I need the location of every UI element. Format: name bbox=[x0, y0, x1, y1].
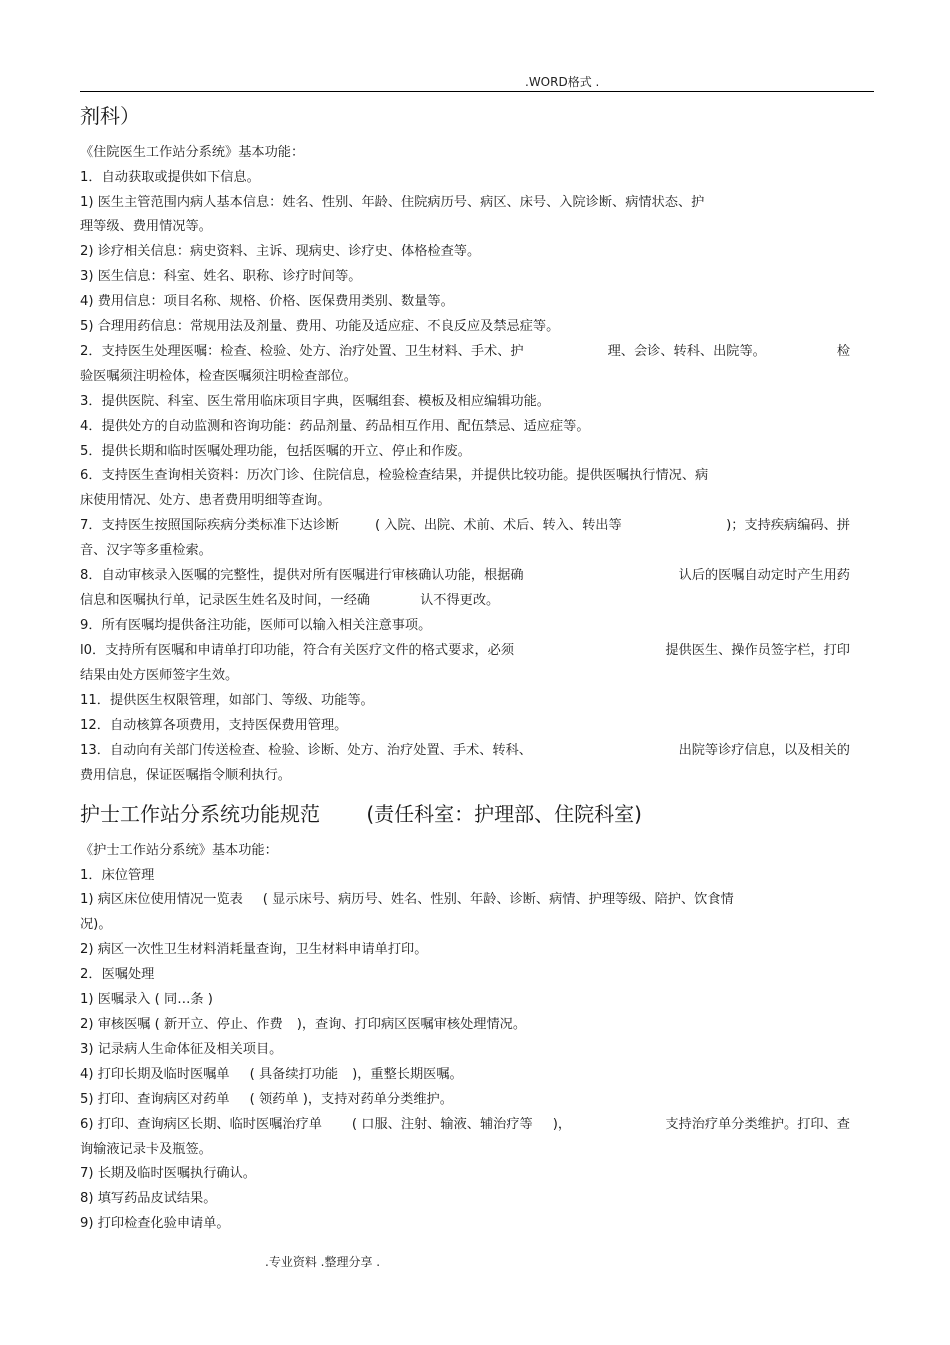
text-line-row bbox=[80, 892, 820, 908]
item-13-part-a: 13．自动向有关部门传送检查、检验、诊断、处方、治疗处置、手术、转科、 bbox=[80, 743, 532, 758]
item-12: 12．自动核算各项费用，支持医保费用管理。 bbox=[80, 718, 348, 733]
text-line: 3) 记录病人生命体征及相关项目。 bbox=[80, 1042, 283, 1057]
text-line: 1) 医生主管范围内病人基本信息：姓名、性别、年龄、住院病历号、病区、床号、入院诊断、病情状态、护 bbox=[80, 195, 705, 210]
item-10-row bbox=[80, 643, 850, 659]
text-line-row bbox=[80, 1092, 850, 1108]
text-line-row bbox=[80, 1067, 850, 1083]
text-line-row bbox=[80, 1117, 850, 1133]
header-rule bbox=[80, 91, 874, 92]
item-10-part-b: 提供医生、操作员签字栏，打印 bbox=[665, 643, 850, 658]
text-part: 支持治疗单分类维护。打印、查 bbox=[665, 1117, 850, 1132]
item-2-continuation: 验医嘱须注明检体，检查医嘱须注明检查部位。 bbox=[80, 369, 357, 384]
text-line: 询输液记录卡及瓶签。 bbox=[80, 1142, 212, 1157]
item-7-row bbox=[80, 518, 850, 534]
text-part: 6) 打印、查询病区长期、临时医嘱治疗单 bbox=[80, 1117, 322, 1132]
item-11: 11．提供医生权限管理，如部门、等级、功能等。 bbox=[80, 693, 374, 708]
section-2-title: 护士工作站分系统功能规范 bbox=[80, 802, 320, 826]
text-part: 2) 审核医嘱 ( 新开立、停止、作费 bbox=[80, 1017, 283, 1032]
item-7-continuation: 音、汉字等多重检索。 bbox=[80, 543, 212, 558]
text-part: ( 领药单 )，支持对药单分类维护。 bbox=[249, 1092, 453, 1107]
item-8-row bbox=[80, 568, 850, 584]
section-heading-continuation: 剂科） bbox=[80, 104, 140, 128]
text-line: 2) 诊疗相关信息：病史资料、主诉、现病史、诊疗史、体格检查等。 bbox=[80, 244, 481, 259]
text-part: ( 口服、注射、输液、辅治疗等 bbox=[351, 1117, 533, 1132]
item-9: 9．所有医嘱均提供备注功能，医师可以输入相关注意事项。 bbox=[80, 618, 432, 633]
text-line: 3) 医生信息：科室、姓名、职称、诊疗时间等。 bbox=[80, 269, 362, 284]
item-2-row bbox=[80, 344, 850, 360]
text-line: 2) 病区一次性卫生材料消耗量查询，卫生材料申请单打印。 bbox=[80, 942, 428, 957]
section-intro: 《住院医生工作站分系统》基本功能： bbox=[80, 145, 305, 160]
section-2-responsibility: (责任科室：护理部、住院科室) bbox=[366, 802, 642, 826]
text-line: 5) 合理用药信息：常规用法及剂量、费用、功能及适应症、不良反应及禁忌症等。 bbox=[80, 319, 560, 334]
item-13-continuation: 费用信息，保证医嘱指令顺利执行。 bbox=[80, 768, 291, 783]
item-8-part-b: 认后的医嘱自动定时产生用药 bbox=[678, 568, 850, 583]
item-13-part-b: 出院等诊疗信息，以及相关的 bbox=[678, 743, 850, 758]
text-part: )，查询、打印病区医嘱审核处理情况。 bbox=[296, 1017, 527, 1032]
item-10-part-a: l0．支持所有医嘱和申请单打印功能，符合有关医疗文件的格式要求，必须 bbox=[80, 643, 515, 658]
text-part: 5) 打印、查询病区对药单 bbox=[80, 1092, 230, 1107]
item-2-part-c: 检 bbox=[836, 344, 850, 359]
text-line: 7) 长期及临时医嘱执行确认。 bbox=[80, 1166, 256, 1181]
text-line: 1．自动获取或提供如下信息。 bbox=[80, 170, 260, 185]
page-header: .WORD格式 . bbox=[525, 75, 600, 89]
text-part: ( 具备续打功能 bbox=[249, 1067, 339, 1082]
text-line: 1．床位管理 bbox=[80, 868, 155, 883]
text-line: 9) 打印检查化验申请单。 bbox=[80, 1216, 230, 1231]
item-7-part-b: ( 入院、出院、术前、术后、转入、转出等 bbox=[374, 518, 622, 533]
item-7-part-c: )；支持疾病编码、拼 bbox=[726, 518, 850, 533]
item-7-part-a: 7．支持医生按照国际疾病分类标准下达诊断 bbox=[80, 518, 339, 533]
item-2-part-a: 2．支持医生处理医嘱：检查、检验、处方、治疗处置、卫生材料、手术、护 bbox=[80, 344, 524, 359]
item-8-continuation-row bbox=[80, 593, 850, 609]
section-2-heading bbox=[80, 802, 642, 826]
item-13-row bbox=[80, 743, 850, 759]
item-3: 3．提供医院、科室、医生常用临床项目字典，医嘱组套、模板及相应编辑功能。 bbox=[80, 394, 550, 409]
item-8-cont-a: 信息和医嘱执行单，记录医生姓名及时间，一经确 bbox=[80, 593, 371, 608]
item-8-part-a: 8．自动审核录入医嘱的完整性，提供对所有医嘱进行审核确认功能，根据确 bbox=[80, 568, 524, 583]
text-line: 2．医嘱处理 bbox=[80, 967, 155, 982]
text-line: 况)。 bbox=[80, 917, 112, 932]
text-part: 1) 病区床位使用情况一览表 bbox=[80, 892, 243, 907]
text-line-row bbox=[80, 1017, 850, 1033]
text-part: )，重整长期医嘱。 bbox=[352, 1067, 463, 1082]
item-8-cont-b: 认不得更改。 bbox=[420, 593, 500, 608]
item-4: 4．提供处方的自动监测和咨询功能：药品剂量、药品相互作用、配伍禁忌、适应症等。 bbox=[80, 419, 590, 434]
page-footer: .专业资料 .整理分享 . bbox=[265, 1255, 381, 1269]
text-line: 1) 医嘱录入 ( 同…条 ) bbox=[80, 992, 213, 1007]
text-line: 理等级、费用情况等。 bbox=[80, 219, 212, 234]
text-part: )， bbox=[552, 1117, 572, 1132]
item-5: 5．提供长期和临时医嘱处理功能，包括医嘱的开立、停止和作废。 bbox=[80, 444, 471, 459]
item-6-continuation: 床使用情况、处方、患者费用明细等查询。 bbox=[80, 493, 331, 508]
item-10-continuation: 结果由处方医师签字生效。 bbox=[80, 668, 239, 683]
text-line: 8) 填写药品皮试结果。 bbox=[80, 1191, 217, 1206]
item-6: 6．支持医生查询相关资料：历次门诊、住院信息，检验检查结果，并提供比较功能。提供医嘱执行情况、病 bbox=[80, 468, 709, 483]
text-part: 4) 打印长期及临时医嘱单 bbox=[80, 1067, 230, 1082]
text-part: ( 显示床号、病历号、姓名、性别、年龄、诊断、病情、护理等级、陪护、饮食情 bbox=[262, 892, 734, 907]
section-2-intro: 《护士工作站分系统》基本功能： bbox=[80, 843, 278, 858]
text-line: 4) 费用信息：项目名称、规格、价格、医保费用类别、数量等。 bbox=[80, 294, 454, 309]
item-2-part-b: 理、会诊、转科、出院等。 bbox=[607, 344, 766, 359]
